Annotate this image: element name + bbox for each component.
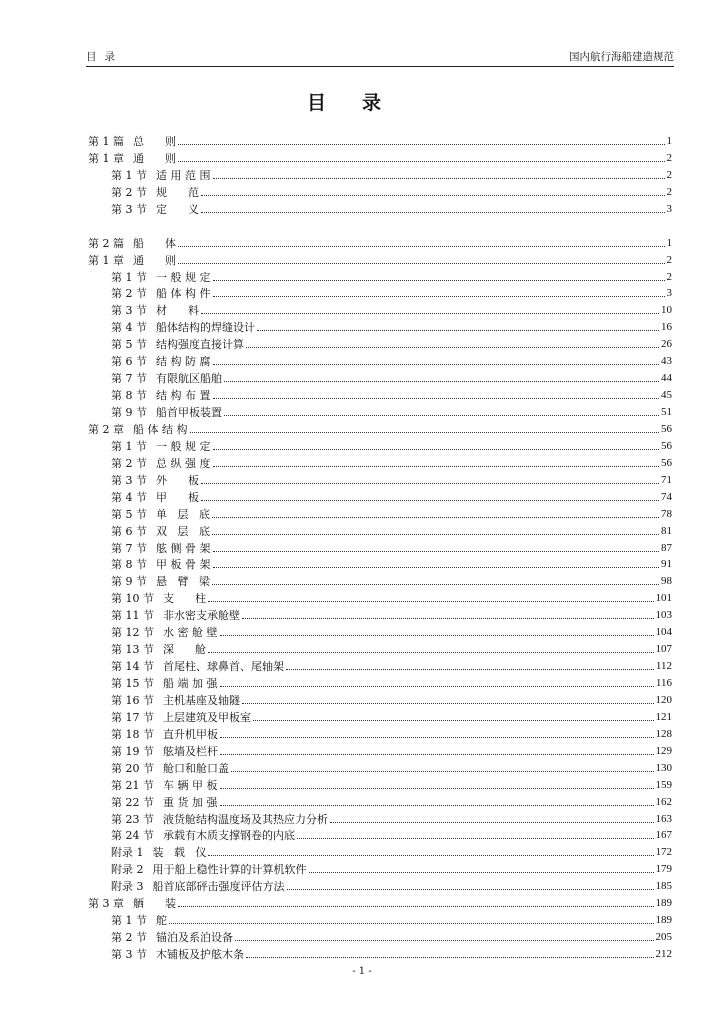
toc-entry-page: 81 bbox=[661, 524, 672, 537]
toc-entry-leader bbox=[213, 550, 660, 552]
toc-entry[interactable] bbox=[88, 944, 672, 961]
toc-entry-title: 液货舱结构温度场及其热应力分析 bbox=[163, 812, 328, 826]
toc-entry-leader bbox=[286, 668, 654, 670]
toc-entry-page: 130 bbox=[655, 761, 672, 774]
toc-entry-page: 104 bbox=[655, 626, 672, 639]
toc-entry[interactable] bbox=[88, 165, 672, 182]
toc-entry-page: 45 bbox=[661, 389, 672, 402]
toc-entry[interactable] bbox=[88, 656, 672, 673]
toc-entry-label: 第 5 节 bbox=[111, 338, 147, 352]
toc-entry-title: 重 货 加 强 bbox=[163, 795, 218, 809]
toc-entry-label: 第 1 节 bbox=[111, 439, 147, 453]
toc-entry-label: 第 7 节 bbox=[111, 541, 147, 555]
toc-entry-leader bbox=[220, 804, 654, 806]
header-left-text: 目录 bbox=[86, 51, 123, 63]
toc-entry-page: 189 bbox=[655, 914, 672, 927]
toc-entry[interactable] bbox=[88, 521, 672, 538]
toc-entry-page: 205 bbox=[655, 931, 672, 944]
toc-entry-leader bbox=[208, 600, 654, 602]
toc-entry-leader bbox=[235, 939, 654, 941]
toc-entry-title: 一 般 规 定 bbox=[156, 270, 211, 284]
toc-entry-leader bbox=[220, 736, 654, 738]
toc-entry-leader bbox=[201, 211, 665, 213]
toc-entry-leader bbox=[213, 295, 665, 297]
toc-entry-leader bbox=[212, 516, 659, 518]
toc-entry-title: 深 舱 bbox=[163, 643, 206, 657]
toc-entry-label: 第 11 节 bbox=[111, 609, 154, 623]
toc-entry-label: 第 2 节 bbox=[111, 287, 147, 301]
toc-entry-leader bbox=[246, 956, 654, 958]
toc-entry-label: 第 6 节 bbox=[111, 355, 147, 369]
toc-entry-label: 附录 3 bbox=[111, 880, 144, 894]
toc-entry-leader bbox=[178, 905, 654, 907]
toc-entry[interactable] bbox=[88, 826, 672, 843]
toc-entry-label: 第 9 节 bbox=[111, 575, 147, 589]
toc-entry[interactable] bbox=[88, 402, 672, 419]
toc-entry[interactable] bbox=[88, 707, 672, 724]
toc-entry-title: 船 体 构 件 bbox=[156, 287, 211, 301]
toc-entry-page: 159 bbox=[655, 778, 672, 791]
toc-entry-leader bbox=[220, 787, 654, 789]
toc-entry-leader bbox=[178, 143, 665, 145]
toc-entry-page: 121 bbox=[655, 710, 672, 723]
toc-entry-label: 第 3 节 bbox=[111, 304, 147, 318]
toc-entry[interactable] bbox=[88, 910, 672, 927]
toc-entry-label: 第 1 篇 bbox=[88, 134, 124, 148]
toc-entry[interactable] bbox=[88, 775, 672, 792]
toc-entry-label: 第 14 节 bbox=[111, 660, 154, 674]
toc-entry[interactable] bbox=[88, 233, 672, 250]
toc-entry-page: 43 bbox=[661, 355, 672, 368]
toc-entry-leader bbox=[220, 753, 654, 755]
toc-entry-leader bbox=[242, 617, 654, 619]
toc-entry-label: 第 16 节 bbox=[111, 693, 154, 707]
toc-entry-leader bbox=[213, 279, 665, 281]
toc-entry[interactable] bbox=[88, 859, 672, 876]
toc-entry-label: 第 4 节 bbox=[111, 490, 147, 504]
toc-entry-page: 101 bbox=[655, 592, 672, 605]
toc-entry-page: 189 bbox=[655, 897, 672, 910]
toc-entry-leader bbox=[213, 566, 660, 568]
toc-entry-title: 通 则 bbox=[133, 253, 176, 267]
toc-entry-leader bbox=[220, 685, 654, 687]
toc-entry-title: 船 体 bbox=[133, 236, 176, 250]
toc-entry-title: 舷 侧 骨 架 bbox=[156, 541, 211, 555]
toc-entry-title: 甲 板 bbox=[156, 490, 199, 504]
toc-entry-label: 第 3 节 bbox=[111, 202, 147, 216]
toc-entry-page: 74 bbox=[661, 490, 672, 503]
toc-entry-label: 附录 1 bbox=[111, 846, 144, 860]
toc-entry-label: 第 1 章 bbox=[88, 151, 124, 165]
toc-entry-title: 结构强度直接计算 bbox=[156, 338, 244, 352]
toc-entry-title: 用于船上稳性计算的计算机软件 bbox=[152, 863, 307, 877]
toc-entry-title: 非水密支承舱壁 bbox=[163, 609, 240, 623]
toc-entry-page: 107 bbox=[655, 643, 672, 656]
toc-entry[interactable] bbox=[88, 758, 672, 775]
toc-entry[interactable] bbox=[88, 690, 672, 707]
toc-entry-label: 附录 2 bbox=[111, 863, 144, 877]
toc-entry-label: 第 18 节 bbox=[111, 727, 154, 741]
toc-entry-label: 第 17 节 bbox=[111, 710, 154, 724]
toc-entry-leader bbox=[231, 770, 654, 772]
toc-entry-title: 直升机甲板 bbox=[163, 727, 218, 741]
toc-entry[interactable] bbox=[88, 182, 672, 199]
toc-entry[interactable] bbox=[88, 419, 672, 436]
toc-entry-page: 103 bbox=[655, 609, 672, 622]
toc-entry-label: 第 2 节 bbox=[111, 185, 147, 199]
toc-entry-title: 舵 bbox=[156, 914, 167, 928]
toc-entry[interactable] bbox=[88, 504, 672, 521]
toc-entry-leader bbox=[208, 854, 653, 856]
toc-entry-page: 87 bbox=[661, 541, 672, 554]
toc-entry-label: 第 13 节 bbox=[111, 643, 154, 657]
toc-entry-leader bbox=[201, 499, 659, 501]
toc-entry-page: 163 bbox=[655, 812, 672, 825]
toc-entry[interactable] bbox=[88, 300, 672, 317]
toc-entry-leader bbox=[208, 651, 654, 653]
toc-entry-page: 212 bbox=[655, 948, 672, 960]
toc-entry-label: 第 20 节 bbox=[111, 761, 154, 775]
page-header bbox=[86, 50, 674, 67]
toc-entry[interactable] bbox=[88, 809, 672, 826]
toc-entry-title: 规 范 bbox=[156, 185, 199, 199]
toc-entry[interactable] bbox=[88, 284, 672, 301]
toc-entry-leader bbox=[201, 194, 665, 196]
toc-entry-label: 第 23 节 bbox=[111, 812, 154, 826]
toc-entry-page: 185 bbox=[655, 880, 672, 893]
toc-entry-page: 120 bbox=[655, 693, 672, 706]
toc-entry-label: 第 15 节 bbox=[111, 677, 154, 690]
toc-entry-page: 128 bbox=[655, 727, 672, 740]
toc-entry-label: 第 3 章 bbox=[88, 897, 124, 911]
toc-entry-leader bbox=[287, 888, 654, 890]
toc-entry-label: 第 2 篇 bbox=[88, 236, 124, 250]
toc-entry-leader bbox=[169, 922, 654, 924]
toc-entry-page: 16 bbox=[661, 321, 672, 334]
toc-entry-page: 56 bbox=[661, 456, 672, 469]
toc-entry[interactable] bbox=[88, 876, 672, 893]
toc-entry[interactable] bbox=[88, 351, 672, 368]
toc-entry-title: 定 义 bbox=[156, 202, 199, 216]
toc-entry[interactable] bbox=[88, 639, 672, 656]
toc-entry-leader bbox=[213, 177, 665, 179]
toc-entry-title: 双 层 底 bbox=[156, 524, 210, 538]
toc-entry-page: 98 bbox=[661, 575, 672, 588]
toc-entry-label: 第 2 节 bbox=[111, 456, 147, 470]
toc-entry[interactable] bbox=[88, 267, 672, 284]
toc-entry-leader bbox=[253, 719, 654, 721]
toc-entry[interactable] bbox=[88, 317, 672, 334]
toc-entry-title: 总 则 bbox=[133, 134, 176, 148]
toc-entry-leader bbox=[242, 702, 654, 704]
toc-entry-label: 第 6 节 bbox=[111, 524, 147, 538]
toc-entry-leader bbox=[330, 821, 654, 823]
toc-entry-leader bbox=[309, 871, 654, 873]
toc-entry[interactable] bbox=[88, 470, 672, 487]
toc-entry-page: 129 bbox=[655, 744, 672, 757]
toc-entry[interactable] bbox=[88, 571, 672, 588]
toc-entry-page: 3 bbox=[666, 287, 672, 300]
toc-entry-title: 上层建筑及甲板室 bbox=[163, 710, 251, 724]
toc-entry-title: 悬 臂 梁 bbox=[156, 575, 210, 589]
toc-entry-title: 材 料 bbox=[156, 304, 199, 318]
toc-entry-title: 一 般 规 定 bbox=[156, 439, 211, 453]
toc-entry-title: 船首甲板装置 bbox=[156, 406, 222, 419]
toc-entry-leader bbox=[212, 533, 659, 535]
toc-entry[interactable] bbox=[88, 250, 672, 267]
toc-entry-title: 车 辆 甲 板 bbox=[163, 778, 218, 792]
toc-entry-title: 承载有木质支撑钢卷的内底 bbox=[163, 829, 295, 843]
toc-entry-page: 26 bbox=[661, 338, 672, 351]
toc-entry-title: 适 用 范 围 bbox=[156, 168, 211, 182]
header-right-text: 国内航行海船建造规范 bbox=[569, 51, 674, 63]
toc-entry-title: 单 层 底 bbox=[156, 507, 210, 521]
toc-entry-title: 外 板 bbox=[156, 473, 199, 487]
toc-entry-page: 179 bbox=[655, 863, 672, 876]
toc-entry-label: 第 3 节 bbox=[111, 948, 147, 961]
toc-entry-page: 91 bbox=[661, 558, 672, 571]
toc-entry-title: 船 体 结 构 bbox=[133, 422, 188, 436]
toc-entry-page: 2 bbox=[666, 151, 672, 164]
toc-entry-label: 第 9 节 bbox=[111, 406, 147, 419]
toc-entry-page: 78 bbox=[661, 507, 672, 520]
toc-entry-page: 162 bbox=[655, 795, 672, 808]
toc-entry-page: 2 bbox=[666, 253, 672, 266]
toc-entry-page: 112 bbox=[655, 660, 672, 673]
toc-entry-title: 结 构 布 置 bbox=[156, 389, 211, 403]
toc-entry-label: 第 22 节 bbox=[111, 795, 154, 809]
toc-entry-title: 锚泊及系泊设备 bbox=[156, 931, 233, 945]
toc-entry-page: 1 bbox=[666, 236, 672, 249]
toc-entry-title: 主机基座及轴隧 bbox=[163, 693, 240, 707]
toc-entry-leader bbox=[201, 482, 659, 484]
toc-entry-leader bbox=[201, 312, 659, 314]
toc-entry[interactable] bbox=[88, 842, 672, 859]
toc-entry-title: 舷墙及栏杆 bbox=[163, 744, 218, 758]
toc-entry-page: 2 bbox=[666, 185, 672, 198]
toc-entry[interactable] bbox=[88, 385, 672, 402]
toc-entry-page: 167 bbox=[655, 829, 672, 842]
toc-entry-label: 第 1 节 bbox=[111, 270, 147, 284]
toc-entry-title: 首尾柱、球鼻首、尾轴架 bbox=[163, 660, 284, 674]
toc-entry-leader bbox=[220, 634, 654, 636]
toc-entry-page: 44 bbox=[661, 372, 672, 385]
toc-entry-label: 第 2 节 bbox=[111, 931, 147, 945]
toc-entry-leader bbox=[257, 329, 659, 331]
toc-entry[interactable] bbox=[88, 334, 672, 351]
toc-entry-title: 船体结构的焊缝设计 bbox=[156, 321, 255, 335]
toc-entry-page: 56 bbox=[661, 422, 672, 435]
toc-entry[interactable] bbox=[88, 131, 672, 148]
toc-entry-label: 第 3 节 bbox=[111, 473, 147, 487]
toc-entry-label: 第 8 节 bbox=[111, 389, 147, 403]
toc-entry-label: 第 19 节 bbox=[111, 744, 154, 758]
toc-entry[interactable] bbox=[88, 927, 672, 944]
toc-entry-title: 舾 装 bbox=[133, 897, 176, 911]
toc-entry-title: 船首底部砰击强度评估方法 bbox=[152, 880, 285, 894]
toc-entry-leader bbox=[297, 837, 654, 839]
toc-entry-page: 2 bbox=[666, 168, 672, 181]
toc-entry[interactable] bbox=[88, 368, 672, 385]
toc-entry[interactable] bbox=[88, 555, 672, 572]
toc-entry-title: 水 密 舱 壁 bbox=[163, 626, 218, 640]
toc-entry-title: 船 端 加 强 bbox=[163, 677, 218, 690]
toc-entry-title: 木铺板及护舷木条 bbox=[156, 948, 244, 961]
toc-entry-page: 116 bbox=[655, 677, 672, 689]
toc-entry-leader bbox=[178, 245, 665, 247]
toc-entry-leader bbox=[213, 448, 660, 450]
toc-entry-label: 第 1 章 bbox=[88, 253, 124, 267]
toc-entry[interactable] bbox=[88, 622, 672, 639]
toc-entry[interactable] bbox=[88, 893, 672, 910]
toc-entry[interactable] bbox=[88, 538, 672, 555]
toc-entry-page: 1 bbox=[666, 134, 672, 147]
toc-entry-leader bbox=[224, 380, 659, 382]
toc-entry-label: 第 21 节 bbox=[111, 778, 154, 792]
toc-entry[interactable] bbox=[88, 487, 672, 504]
toc-entry-label: 第 1 节 bbox=[111, 914, 147, 928]
toc-entry[interactable] bbox=[88, 741, 672, 758]
toc-entry-title: 通 则 bbox=[133, 151, 176, 165]
toc-entry-leader bbox=[178, 262, 665, 264]
toc-entry[interactable] bbox=[88, 724, 672, 741]
toc-entry-label: 第 7 节 bbox=[111, 372, 147, 386]
toc-entry-title: 结 构 防 腐 bbox=[156, 355, 211, 369]
toc-entry[interactable] bbox=[88, 148, 672, 165]
toc-entry-label: 第 5 节 bbox=[111, 507, 147, 521]
toc-entry-title: 支 柱 bbox=[163, 592, 206, 606]
toc-entry[interactable] bbox=[88, 453, 672, 470]
toc-entry-leader bbox=[224, 414, 659, 416]
toc-entry-title: 甲 板 骨 架 bbox=[156, 558, 211, 572]
toc-entry-page: 51 bbox=[661, 406, 672, 418]
toc-entry[interactable] bbox=[88, 605, 672, 622]
toc-entry-page: 3 bbox=[666, 202, 672, 215]
toc-entry-title: 舱口和舱口盖 bbox=[163, 761, 229, 775]
toc-entry-page: 172 bbox=[655, 846, 672, 859]
toc-entry-leader bbox=[213, 397, 660, 399]
toc-entry[interactable] bbox=[88, 199, 672, 216]
toc-entry[interactable] bbox=[88, 436, 672, 453]
toc-entry-page: 71 bbox=[661, 473, 672, 486]
toc-entry[interactable] bbox=[88, 588, 672, 605]
table-of-contents bbox=[88, 131, 672, 961]
toc-entry-page: 10 bbox=[661, 304, 672, 317]
toc-entry-leader bbox=[213, 465, 660, 467]
toc-entry-label: 第 24 节 bbox=[111, 829, 154, 843]
toc-entry-label: 第 8 节 bbox=[111, 558, 147, 572]
toc-entry-leader bbox=[212, 583, 659, 585]
toc-entry-label: 第 12 节 bbox=[111, 626, 154, 640]
page-title: 目录 bbox=[306, 92, 417, 114]
toc-entry-page: 2 bbox=[666, 270, 672, 283]
toc-entry-label: 第 1 节 bbox=[111, 168, 147, 182]
toc-entry-title: 装 载 仪 bbox=[152, 846, 207, 860]
toc-entry[interactable] bbox=[88, 792, 672, 809]
toc-entry-title: 总 纵 强 度 bbox=[156, 456, 211, 470]
toc-entry-label: 第 10 节 bbox=[111, 592, 154, 606]
toc-entry-page: 56 bbox=[661, 439, 672, 452]
toc-entry-leader bbox=[246, 346, 659, 348]
page-number: - 1 - bbox=[352, 966, 372, 977]
toc-entry-leader bbox=[178, 160, 665, 162]
toc-entry-leader bbox=[213, 363, 660, 365]
toc-entry[interactable] bbox=[88, 673, 672, 690]
toc-entry-label: 第 4 节 bbox=[111, 321, 147, 335]
toc-entry-leader bbox=[190, 431, 660, 433]
toc-entry-label: 第 2 章 bbox=[88, 422, 124, 436]
toc-entry-title: 有限航区船舶 bbox=[156, 372, 222, 386]
